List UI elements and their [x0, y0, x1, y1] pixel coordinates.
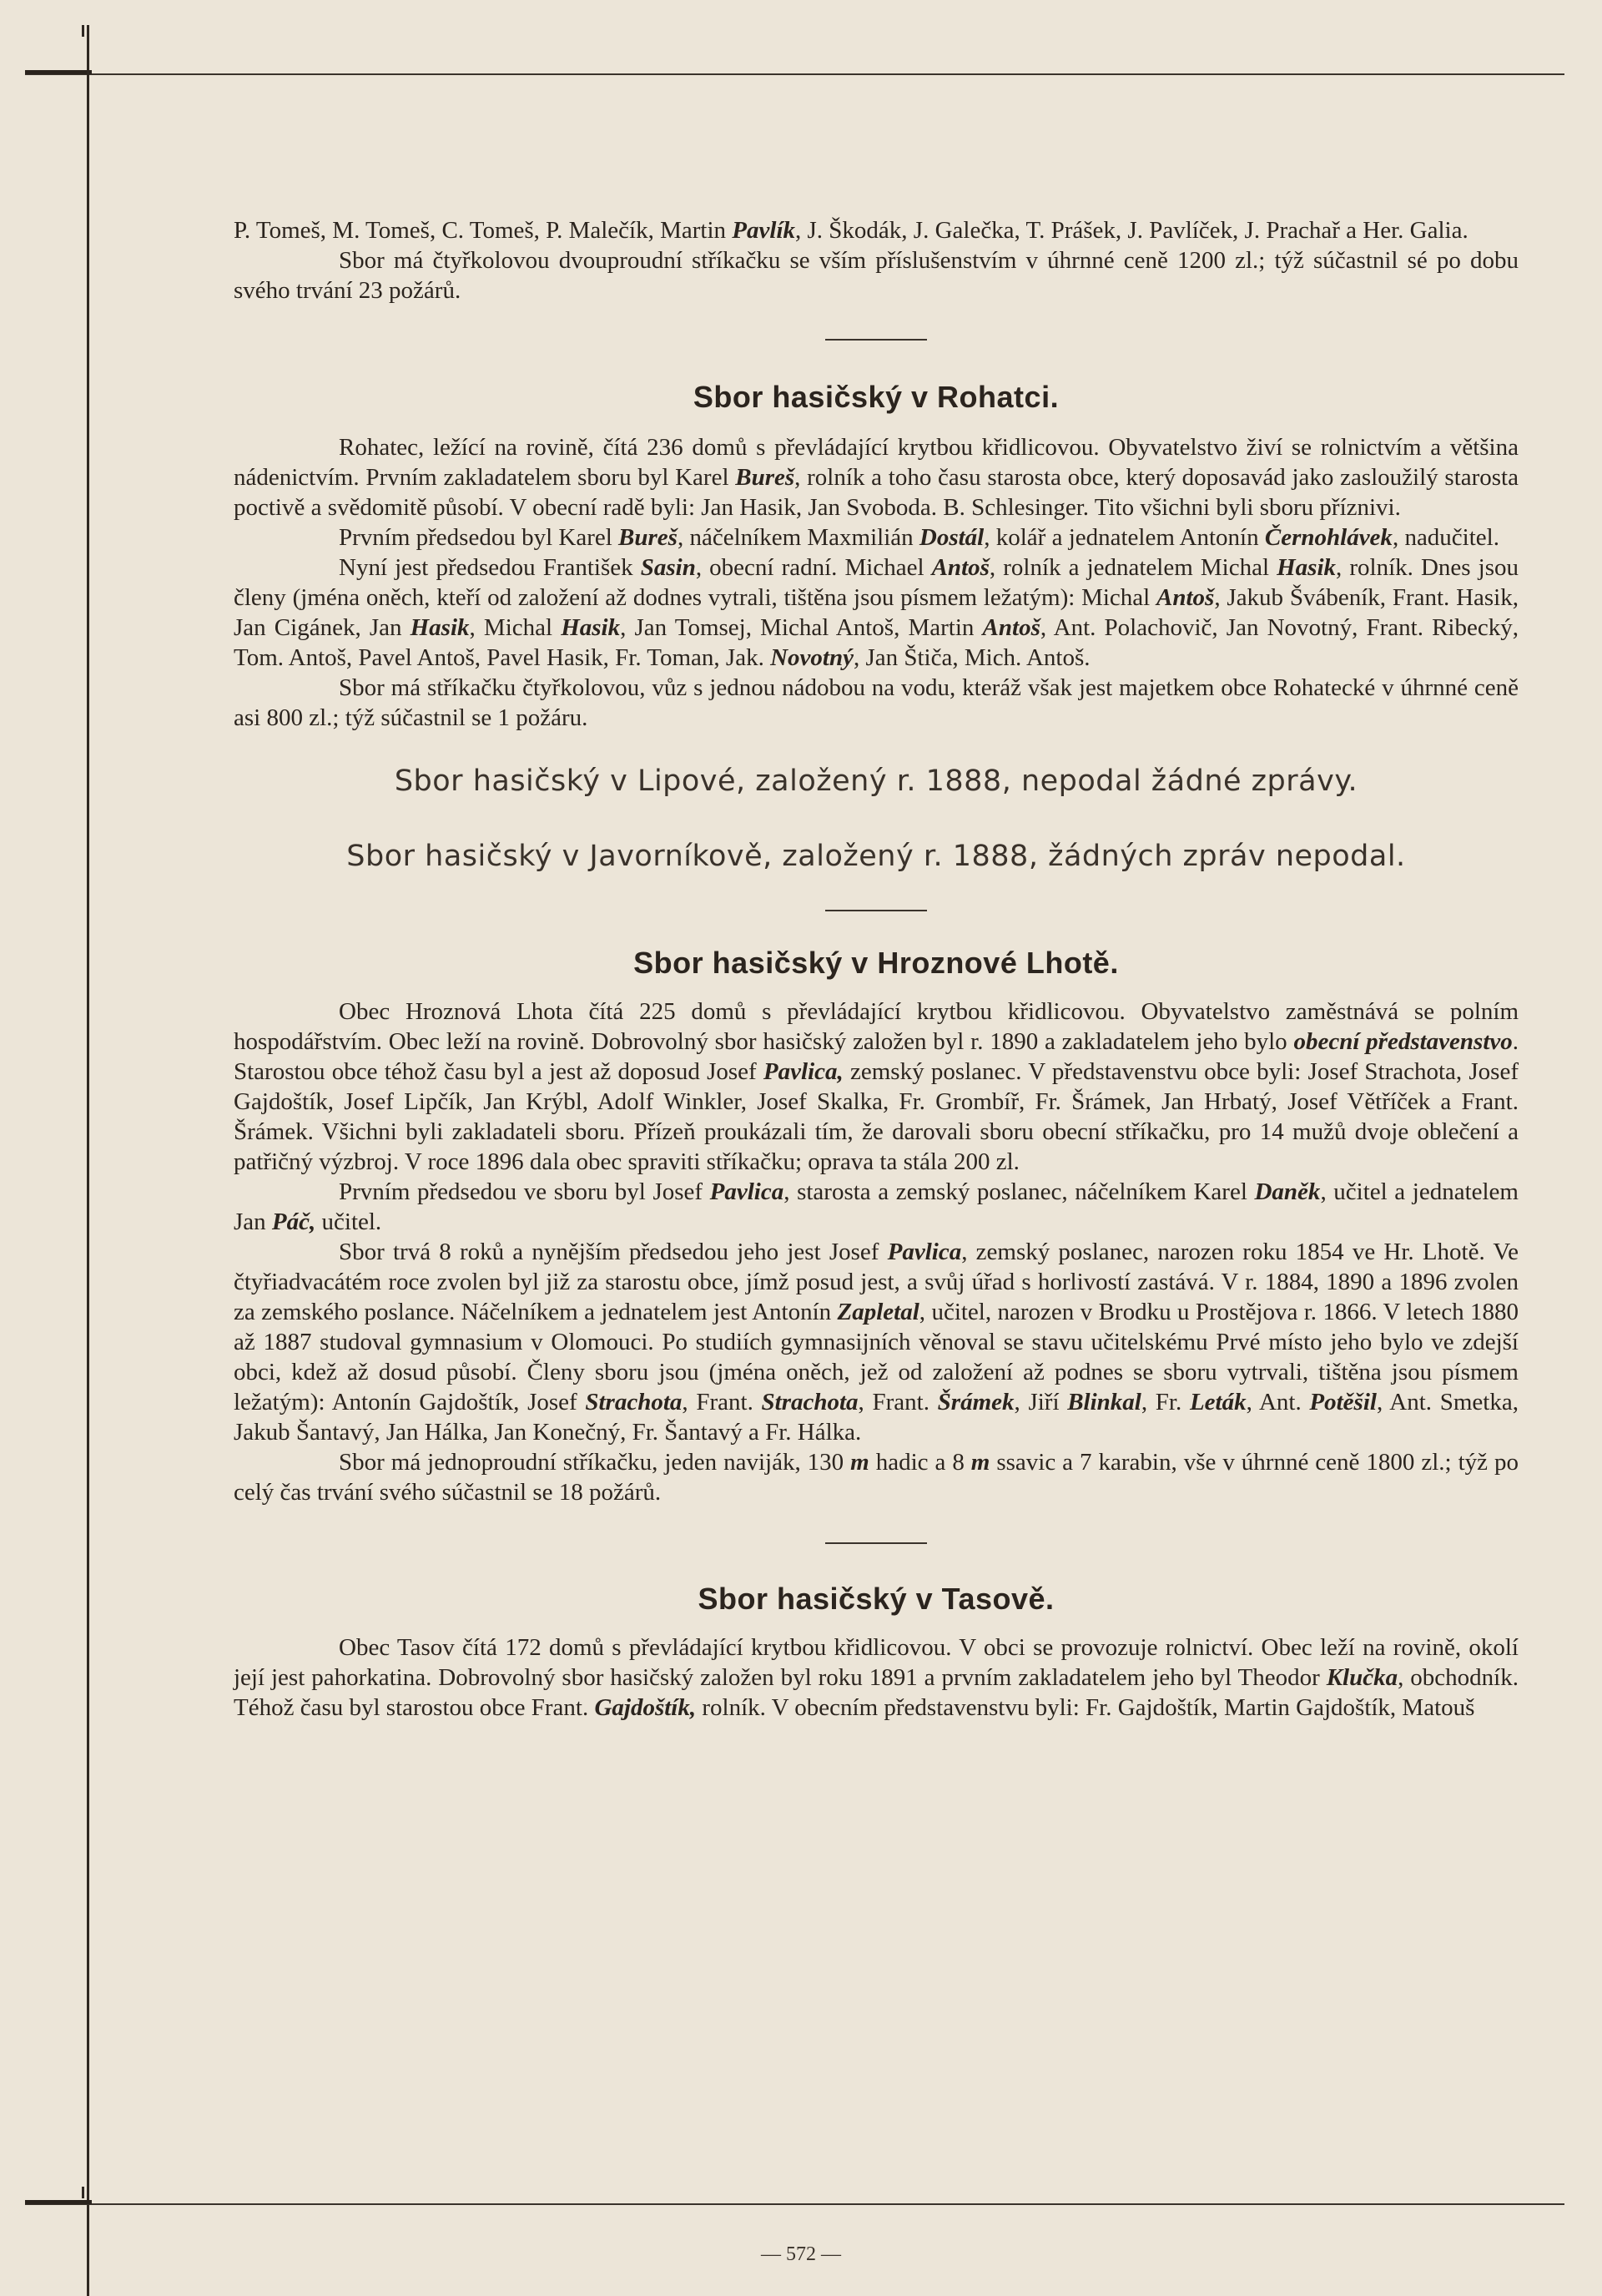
section-heading-hroznova-lhota: Sbor hasičský v Hroznové Lhotě.: [633, 946, 1119, 980]
page-body: [234, 215, 1519, 1723]
bottom-rule-lead: [25, 2200, 92, 2204]
section-heading-tasov: Sbor hasičský v Tasově.: [698, 1582, 1055, 1616]
tasov-paragraph-1: Obec Tasov čítá 172 domů s převládající krytbou křidlicovou. V obci se provozuje rolnictví. Obec leží na rovině, okolí její jest pahorkatina. Dobrovolný sbor hasičský založen byl roku 1891 a prvním zakladatelem jeho byl Theodor Klučka, obchodník. Téhož času byl starostou obce Frant. Gajdoštík, rolník. V obecním představenstvu byli: Fr. Gajdoštík, Martin Gajdoštík, Matouš: [234, 1634, 1519, 1721]
rohatec-paragraph-1: Rohatec, ležící na rovině, čítá 236 domů s převládající krytbou křidlicovou. Obyvatelstvo živí se rolnictvím a většina nádenictvím. Prvním zakladatelem sboru byl Karel Bureš, rolník a toho času starosta obce, který doposavád jako zasloužilý starosta poctivě a svědomitě působí. V obecní radě byli: Jan Hasik, Jan Svoboda. B. Schlesinger. Tito všichni byli sboru příznivi.: [234, 434, 1519, 521]
rohatec-paragraph-3: Nyní jest předsedou František Sasin, obecní radní. Michael Antoš, rolník a jednatelem Michal Hasik, rolník. Dnes jsou členy (jména oněch, kteří od založení až dodnes vytrali, tištěna jsou písmem ležatým): Michal Antoš, Jakub Švábeník, Frant. Hasik, Jan Cigánek, Jan Hasik, Michal Hasik, Jan Tomsej, Michal Antoš, Martin Antoš, Ant. Polachovič, Jan Novotný, Frant. Ribecký, Tom. Antoš, Pavel Antoš, Pavel Hasik, Fr. Toman, Jak. Novotný, Jan Štiča, Mich. Antoš.: [234, 554, 1519, 671]
bottom-rule: [25, 2203, 1564, 2205]
hroznova-paragraph-3: Sbor trvá 8 roků a nynějším předsedou jeho jest Josef Pavlica, zemský poslanec, narozen roku 1854 ve Hr. Lhotě. Ve čtyřiadvacátém roce zvolen byl již za starostu obce, jímž posud jest, a svůj úřad s horlivostí zastává. V r. 1884, 1890 a 1896 zvolen za zemského poslance. Náčelníkem a jednatelem jest Antonín Zapletal, učitel, narozen v Brodku u Prostějova r. 1866. V letech 1880 až 1887 studoval gymnasium v Olomouci. Po studiích gymnasijních věnoval se stavu učitelskému Prvé místo jeho bylo ve zdejší obci, kdež až dosud působí. Členy sboru jsou (jména oněch, jež od založení až podnes se sboru vytrvali, tištěna jsou písmem ležatým): Antonín Gajdoštík, Josef Strachota, Frant. Strachota, Frant. Šrámek, Jiří Blinkal, Fr. Leták, Ant. Potěšil, Ant. Smetka, Jakub Šantavý, Jan Hálka, Jan Konečný, Fr. Šantavý a Fr. Hálka.: [234, 1239, 1519, 1446]
bottom-tick: [82, 2187, 96, 2198]
rohatec-paragraph-4: Sbor má stříkačku čtyřkolovou, vůz s jednou nádobou na vodu, kteráž však jest majetkem obce Rohatecké v úhrnné ceně asi 800 zl.; týž súčastnil se 1 požáru.: [234, 674, 1519, 731]
note-lipova: Sbor hasičský v Lipové, založený r. 1888, nepodal žádné zprávy.: [394, 764, 1358, 798]
section-heading-rohatec: Sbor hasičský v Rohatci.: [693, 380, 1060, 414]
intro-equipment-paragraph: Sbor má čtyřkolovou dvouproudní stříkačku se vším příslušenstvím v úhrnné ceně 1200 zl.; týž súčastnil sé po dobu svého trvání 23 požárů.: [234, 247, 1519, 304]
page-number: — 572 —: [761, 2243, 841, 2265]
note-javornikove: Sbor hasičský v Javorníkově, založený r. 1888, žádných zpráv nepodal.: [346, 840, 1406, 873]
top-rule-lead: [25, 70, 92, 74]
intro-paragraph: P. Tomeš, M. Tomeš, C. Tomeš, P. Malečík, Martin Pavlík, J. Škodák, J. Galečka, T. Prášek, J. Pavlíček, J. Prachař a Her. Galia.: [234, 217, 1468, 244]
hroznova-paragraph-4: Sbor má jednoproudní stříkačku, jeden naviják, 130 m hadic a 8 m ssavic a 7 karabin, vše v úhrnné ceně 1800 zl.; týž po celý čas trvání svého súčastnil se 18 požárů.: [234, 1449, 1519, 1506]
hroznova-paragraph-1: Obec Hroznová Lhota čítá 225 domů s převládající krytbou křidlicovou. Obyvatelstvo zaměstnává se polním hospodářstvím. Obec leží na rovině. Dobrovolný sbor hasičský založen byl r. 1890 a zakladatelem jeho bylo obecní představenstvo. Starostou obce téhož času byl a jest až doposud Josef Pavlica, zemský poslanec. V představenstvu obce byli: Josef Strachota, Josef Gajdoštík, Josef Lipčík, Jan Krýbl, Adolf Winkler, Josef Skalka, Fr. Grombíř, Fr. Šrámek, Jan Hrbatý, Josef Větříček a Frant. Šrámek. Všichni byli zakladateli sboru. Přízeň proukázali tím, že darovali sboru obecní stříkačku, pro 14 mužů dvoje oblečení a patřičný výzbroj. V roce 1896 dala obec spraviti stříkačku; oprava ta stála 200 zl.: [234, 998, 1519, 1175]
rohatec-paragraph-2: Prvním předsedou byl Karel Bureš, náčelníkem Maxmilián Dostál, kolář a jednatelem Antonín Černohlávek, nadučitel.: [339, 524, 1499, 551]
hroznova-paragraph-2: Prvním předsedou ve sboru byl Josef Pavlica, starosta a zemský poslanec, náčelníkem Karel Daněk, učitel a jednatelem Jan Páč, učitel.: [234, 1178, 1519, 1235]
left-margin-rule: [87, 25, 89, 2296]
top-rule: [25, 73, 1564, 75]
